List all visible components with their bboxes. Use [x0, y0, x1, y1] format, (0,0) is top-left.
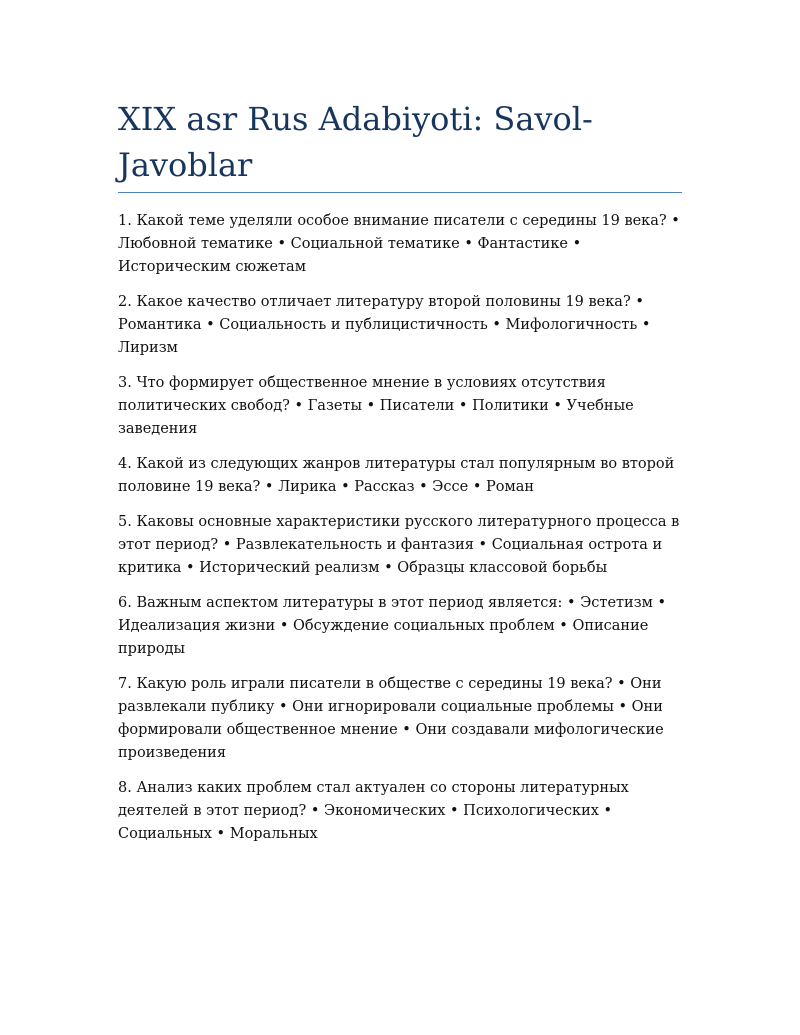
- page-title: XIX asr Rus Adabiyoti: Savol-Javoblar: [118, 96, 682, 193]
- question-item-3: 3. Что формирует общественное мнение в условиях отсутствия политических свобод? • Газеты • Писатели • Политики • Учебные заведения: [118, 375, 634, 437]
- question-item-4: 4. Какой из следующих жанров литературы стал популярным во второй половине 19 века? • Лирика • Рассказ • Эссе • Роман: [118, 456, 675, 495]
- question-item-8: 8. Анализ каких проблем стал актуален со стороны литературных деятелей в этот период? • Экономических • Психологических • Социальных • Моральных: [118, 780, 629, 842]
- question-item-5: 5. Каковы основные характеристики русского литературного процесса в этот период? • Развлекательность и фантазия • Социальная острота и критика • Исторический реализм • Образцы классовой борьбы: [118, 514, 680, 576]
- question-item-2: 2. Какое качество отличает литературу второй половины 19 века? • Романтика • Социальность и публицистичность • Мифологичность • Лиризм: [118, 294, 651, 356]
- document-page: [118, 96, 682, 858]
- question-item-6: 6. Важным аспектом литературы в этот период является: • Эстетизм • Идеализация жизни • Обсуждение социальных проблем • Описание природы: [118, 595, 667, 657]
- question-item-7: 7. Какую роль играли писатели в обществе с середины 19 века? • Они развлекали публику • Они игнорировали социальные проблемы • Они формировали общественное мнение • Они создавали мифологические произведения: [118, 676, 664, 761]
- question-list: [118, 210, 682, 846]
- question-item-1: 1. Какой теме уделяли особое внимание писатели с середины 19 века? • Любовной тематике • Социальной тематике • Фантастике • Историческим сюжетам: [118, 213, 680, 275]
